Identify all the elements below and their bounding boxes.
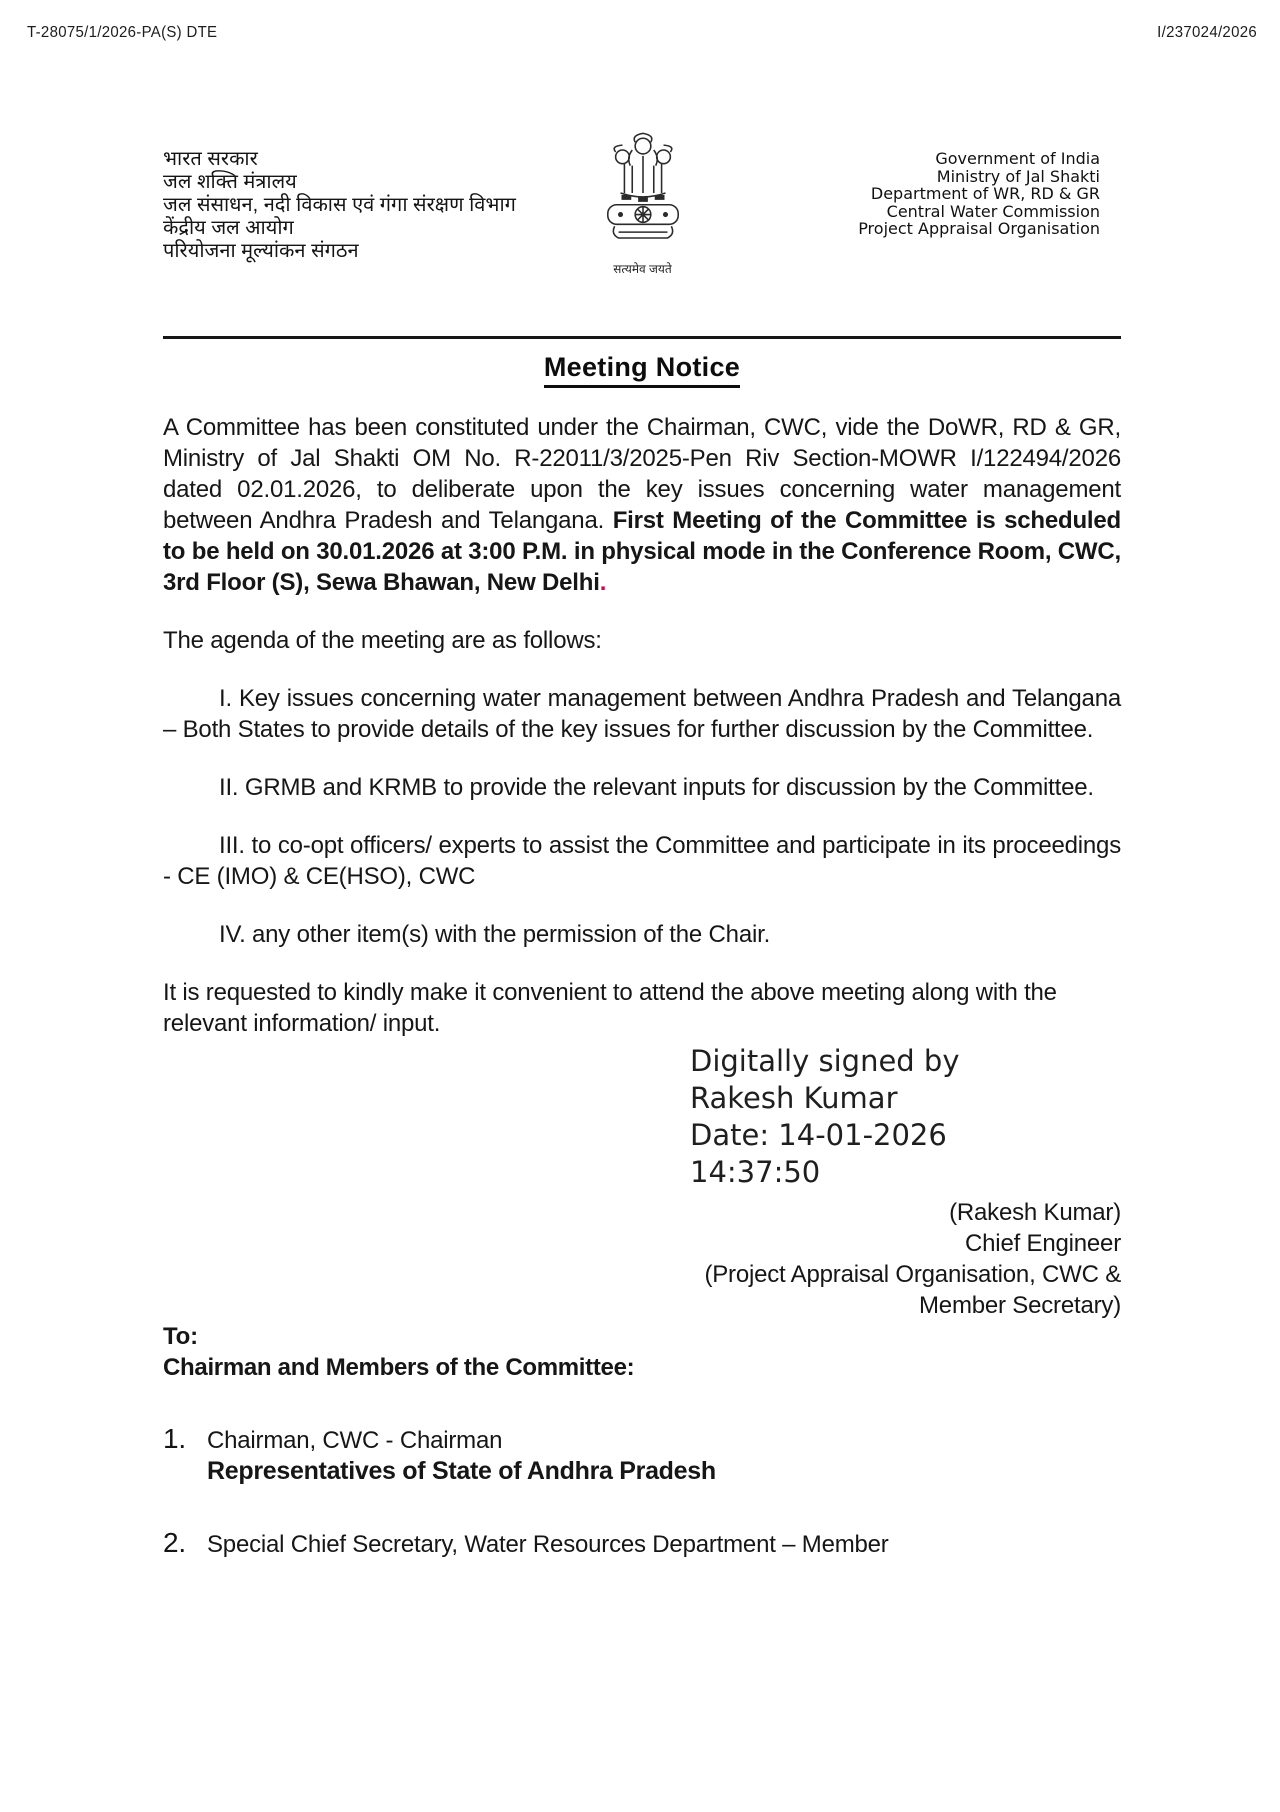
signatory-designation: Chief Engineer [965, 1230, 1121, 1257]
list-item [163, 1527, 1121, 1560]
agenda-item-2: II. GRMB and KRMB to provide the relevant inputs for discussion by the Committee. [219, 774, 1094, 801]
emblem-motto: सत्यमेव जयते [613, 262, 672, 276]
list-item-number: 1. [163, 1423, 186, 1454]
letterhead [163, 130, 1121, 310]
request-paragraph: It is requested to kindly make it convenient to attend the above meeting along with the relevant information/ input. [163, 979, 1057, 1037]
signatory-organisation: Member Secretary) [919, 1292, 1121, 1319]
meeting-schedule-text: First Meeting of the Committee is scheduled to be held on 30.01.2026 at 3:00 P.M. in physical mode in the Conference Room, CWC, 3rd Floor (S), Sewa Bhawan, New Delhi [163, 507, 1121, 596]
header-divider [163, 336, 1121, 339]
recipients-heading: Chairman and Members of the Committee: [163, 1354, 635, 1381]
agenda-item-3: III. to co-opt officers/ experts to assist the Committee and participate in its proceedings - CE (IMO) & CE(HSO), CWC [163, 832, 1121, 890]
agenda-intro: The agenda of the meeting are as follows: [163, 627, 602, 654]
signatory-block [163, 1197, 1121, 1321]
notice-body [163, 412, 1121, 1560]
to-label: To: [163, 1323, 198, 1350]
ministry-name-hindi: भारत सरकार जल शक्ति मंत्रालय जल संसाधन, नदी विकास एवं गंगा संरक्षण विभाग केंद्रीय जल आयोग परियोजना मूल्यांकन संगठन [163, 148, 516, 262]
digital-signature-line: Date: 14-01-2026 [690, 1118, 947, 1152]
computer-reference-number: I/237024/2026 [1157, 23, 1257, 42]
ashoka-emblem-icon [595, 130, 690, 258]
state-subheading: Representatives of State of Andhra Pradesh [207, 1457, 716, 1485]
page-title: Meeting Notice [544, 352, 740, 388]
delhi-period: . [599, 569, 607, 596]
agenda-item-1: I. Key issues concerning water management between Andhra Pradesh and Telangana – Both States to provide details of the key issues for further discussion by the Committee. [163, 685, 1121, 743]
digital-signature-line: 14:37:50 [690, 1155, 821, 1189]
agenda-item-4: IV. any other item(s) with the permission of the Chair. [219, 921, 771, 948]
file-reference-number: T-28075/1/2026-PA(S) DTE [27, 23, 218, 42]
list-item [163, 1423, 1121, 1456]
title-row [163, 352, 1121, 388]
intro-paragraph [163, 412, 1121, 598]
list-item-text: Special Chief Secretary, Water Resources Department – Member [207, 1531, 889, 1558]
digital-signature-line: Rakesh Kumar [690, 1081, 898, 1115]
ministry-name-english: Government of India Ministry of Jal Shakti Department of WR, RD & GR Central Water Commission Project Appraisal Organisation [858, 149, 1100, 238]
list-item-number: 2. [163, 1527, 186, 1558]
national-emblem [595, 130, 690, 277]
digital-signature-stamp [690, 1043, 1121, 1191]
signatory-name: (Rakesh Kumar) [949, 1199, 1121, 1226]
digital-signature-line: Digitally signed by [690, 1044, 960, 1078]
intro-text: A Committee has been constituted under the Chairman, CWC, vide the DoWR, RD & GR, Ministry of Jal Shakti OM No. R-22011/3/2025-Pen Riv Section-MOWR I/122494/2026 dated 02.01.2026, to deliberate upon the key issues concerning water management between Andhra Pradesh and Telangana. [163, 414, 1121, 534]
signatory-organisation: (Project Appraisal Organisation, CWC & [704, 1261, 1121, 1288]
list-item-text: Chairman, CWC - Chairman [207, 1427, 503, 1454]
